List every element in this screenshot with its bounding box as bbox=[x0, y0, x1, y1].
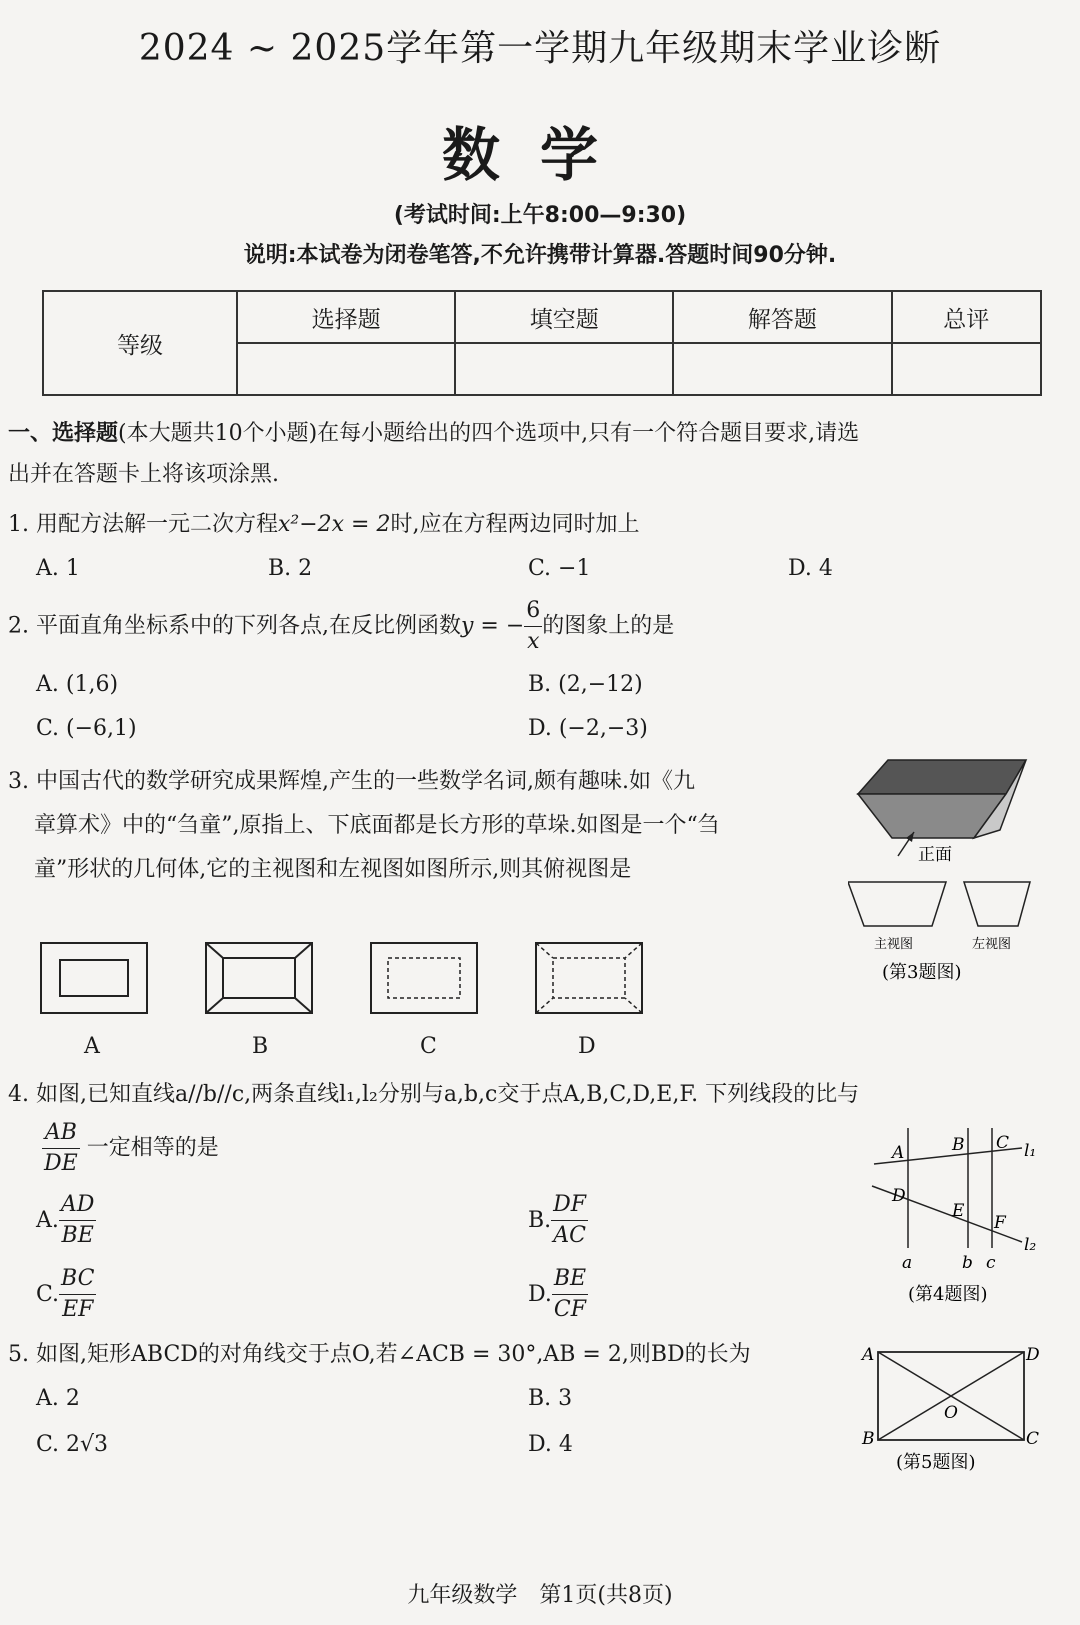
q3-main-view-label: 主视图 bbox=[874, 937, 914, 952]
q4-label-B: B bbox=[952, 1135, 965, 1155]
grade-cell-choice[interactable] bbox=[237, 343, 455, 395]
q5-option-a[interactable]: A. 2 bbox=[36, 1386, 80, 1411]
q2-func-lhs: y = − bbox=[460, 613, 525, 639]
q5-label-O: O bbox=[944, 1403, 958, 1423]
q4-label-l2: l₂ bbox=[1024, 1235, 1037, 1255]
grade-col-total: 总评 bbox=[892, 291, 1041, 343]
q4-option-d-letter: D. bbox=[528, 1282, 552, 1307]
q5-label-A: A bbox=[862, 1345, 875, 1365]
q4-option-d-den: CF bbox=[553, 1297, 587, 1322]
q3-option-d[interactable]: D bbox=[578, 1034, 596, 1059]
q4-label-l1: l₁ bbox=[1024, 1141, 1037, 1161]
q4-option-b-den: AC bbox=[553, 1223, 586, 1248]
section1-intro-line2: 出并在答题卡上将该项涂黑. bbox=[8, 462, 279, 487]
q1-option-a[interactable]: A. 1 bbox=[36, 556, 80, 581]
page-footer: 九年级数学 第1页(共8页) bbox=[407, 1583, 673, 1608]
section1-heading: 一、选择题 bbox=[8, 420, 119, 446]
q1-stem bbox=[8, 510, 639, 540]
q4-option-b[interactable] bbox=[528, 1190, 588, 1251]
q2-option-a[interactable]: A. (1,6) bbox=[36, 672, 119, 697]
q4-line2 bbox=[42, 1118, 219, 1179]
q4-label-C: C bbox=[996, 1133, 1010, 1153]
exam-time: (考试时间:上午8:00—9:30) bbox=[393, 203, 687, 228]
q3-line1: 3. 中国古代的数学研究成果辉煌,产生的一些数学名词,颇有趣味.如《九 bbox=[8, 769, 695, 794]
q4-option-d[interactable] bbox=[528, 1264, 588, 1325]
grade-label: 等级 bbox=[43, 291, 237, 395]
grade-cell-fill[interactable] bbox=[455, 343, 673, 395]
exam-title: 2024 ~ 2025学年第一学期九年级期末学业诊断 bbox=[138, 28, 942, 69]
q5-option-b[interactable]: B. 3 bbox=[528, 1386, 573, 1411]
q4-option-c-frac bbox=[59, 1264, 96, 1325]
q5-label-C: C bbox=[1026, 1429, 1040, 1449]
q4-option-c-den: EF bbox=[62, 1297, 94, 1322]
q3-option-a-figure[interactable] bbox=[40, 942, 150, 1016]
q4-label-c: c bbox=[986, 1253, 996, 1273]
exam-description: 说明:本试卷为闭卷笔答,不允许携带计算器.答题时间90分钟. bbox=[243, 243, 837, 268]
q1-option-b[interactable]: B. 2 bbox=[268, 556, 313, 581]
q4-label-b: b bbox=[962, 1253, 973, 1273]
q2-fraction bbox=[524, 596, 542, 657]
section1-intro bbox=[8, 418, 1078, 449]
grade-cell-answer[interactable] bbox=[673, 343, 891, 395]
q1-option-c[interactable]: C. −1 bbox=[528, 556, 591, 581]
q4-ratio-num: AB bbox=[42, 1118, 80, 1149]
q5-option-d[interactable]: D. 4 bbox=[528, 1432, 573, 1457]
q4-label-D: D bbox=[892, 1186, 906, 1206]
grade-cell-total[interactable] bbox=[892, 343, 1041, 395]
q4-label-A: A bbox=[892, 1143, 905, 1163]
q4-option-b-num: DF bbox=[551, 1190, 588, 1221]
q3-caption: (第3题图) bbox=[882, 962, 962, 983]
q4-option-c-num: BC bbox=[59, 1264, 96, 1295]
q4-option-d-frac bbox=[552, 1264, 588, 1325]
q3-line3: 童”形状的几何体,它的主视图和左视图如图所示,则其俯视图是 bbox=[34, 857, 632, 882]
q4-label-a: a bbox=[902, 1253, 913, 1273]
q1-equation: x²−2x = 2 bbox=[277, 512, 391, 537]
q4-option-b-frac bbox=[551, 1190, 588, 1251]
section1-intro-text: (本大题共10个小题)在每小题给出的四个选项中,只有一个符合题目要求,请选 bbox=[118, 421, 860, 446]
q2-option-c[interactable]: C. (−6,1) bbox=[36, 716, 137, 741]
q3-stem bbox=[8, 760, 720, 892]
q4-line1: 4. 如图,已知直线a//b//c,两条直线l₁,l₂分别与a,b,c交于点A,B,C,D,E,F. 下列线段的比与 bbox=[8, 1082, 860, 1107]
q3-option-b-figure[interactable] bbox=[205, 942, 315, 1016]
q4-option-a-letter: A. bbox=[36, 1208, 59, 1233]
q3-option-c[interactable]: C bbox=[420, 1034, 437, 1059]
q1-option-d[interactable]: D. 4 bbox=[788, 556, 833, 581]
q4-line2-suffix: 一定相等的是 bbox=[86, 1135, 219, 1161]
q4-option-c-letter: C. bbox=[36, 1282, 60, 1307]
q4-option-a-den: BE bbox=[61, 1223, 94, 1248]
q3-left-view bbox=[964, 882, 1030, 926]
grade-table bbox=[42, 290, 1042, 396]
q5-option-c[interactable]: C. 2√3 bbox=[36, 1432, 109, 1457]
q3-figure bbox=[848, 752, 1038, 997]
grade-col-answer: 解答题 bbox=[673, 291, 891, 343]
q3-main-view bbox=[848, 882, 946, 926]
q4-option-c[interactable] bbox=[36, 1264, 96, 1325]
q3-line2: 章算术》中的“刍童”,原指上、下底面都是长方形的草垛.如图是一个“刍 bbox=[34, 813, 720, 838]
q3-option-b[interactable]: B bbox=[252, 1034, 269, 1059]
q3-option-c-figure[interactable] bbox=[370, 942, 480, 1016]
q3-option-a[interactable]: A bbox=[84, 1034, 100, 1059]
q5-stem: 5. 如图,矩形ABCD的对角线交于点O,若∠ACB = 30°,AB = 2,则BD的长为 bbox=[8, 1342, 751, 1367]
q5-caption: (第5题图) bbox=[896, 1452, 976, 1473]
q2-func-num: 6 bbox=[524, 596, 542, 627]
q2-suffix: 的图象上的是 bbox=[542, 613, 675, 639]
q2-func-den: x bbox=[527, 629, 540, 654]
q5-figure bbox=[858, 1338, 1054, 1484]
q4-option-a-frac bbox=[59, 1190, 97, 1251]
q3-option-d-figure[interactable] bbox=[535, 942, 645, 1016]
q1-suffix: 时,应在方程两边同时加上 bbox=[390, 512, 640, 537]
q2-option-b[interactable]: B. (2,−12) bbox=[528, 672, 643, 697]
q4-caption: (第4题图) bbox=[908, 1284, 988, 1305]
q5-label-B: B bbox=[862, 1429, 875, 1449]
q2-prefix: 2. 平面直角坐标系中的下列各点,在反比例函数 bbox=[8, 613, 461, 639]
q3-left-view-label: 左视图 bbox=[972, 937, 1012, 952]
q1-prefix: 1. 用配方法解一元二次方程 bbox=[8, 512, 278, 537]
q4-label-F: F bbox=[994, 1213, 1006, 1233]
q2-option-d[interactable]: D. (−2,−3) bbox=[528, 716, 648, 741]
q4-option-d-num: BE bbox=[552, 1264, 588, 1295]
subject-title: 数学 bbox=[441, 121, 638, 189]
q4-ratio bbox=[42, 1118, 80, 1179]
q4-ratio-den: DE bbox=[44, 1151, 78, 1176]
q5-label-D: D bbox=[1026, 1345, 1040, 1365]
q4-figure bbox=[862, 1124, 1052, 1316]
grade-col-fill: 填空题 bbox=[455, 291, 673, 343]
q2-stem bbox=[8, 596, 674, 657]
q4-option-b-letter: B. bbox=[528, 1208, 552, 1233]
q4-option-a[interactable] bbox=[36, 1190, 96, 1251]
q4-label-E: E bbox=[952, 1201, 965, 1221]
q3-solid-top bbox=[858, 760, 1026, 794]
grade-col-choice: 选择题 bbox=[237, 291, 455, 343]
q4-option-a-num: AD bbox=[59, 1190, 97, 1221]
q3-front-label: 正面 bbox=[918, 845, 952, 865]
